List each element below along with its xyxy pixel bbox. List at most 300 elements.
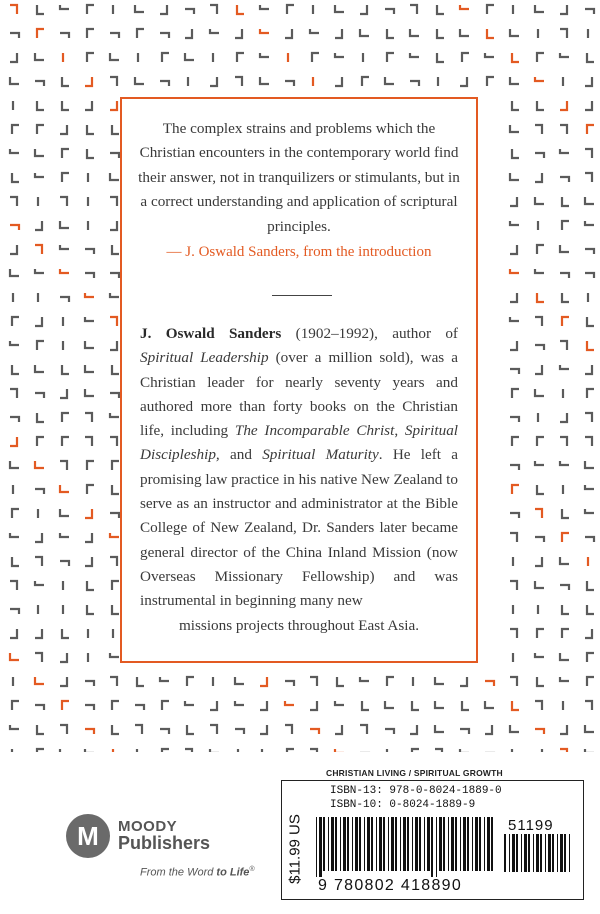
pattern-glyph xyxy=(160,81,169,86)
pattern-glyph xyxy=(562,629,569,638)
pattern-glyph xyxy=(10,149,19,153)
pattern-glyph xyxy=(60,389,67,398)
barcode-bar xyxy=(479,817,481,871)
pattern-glyph xyxy=(35,489,44,494)
pattern-glyph xyxy=(510,369,519,374)
barcode-bar xyxy=(475,817,478,871)
pattern-glyph xyxy=(360,29,369,36)
pattern-glyph xyxy=(62,413,69,422)
logo-letter: M xyxy=(77,821,99,851)
barcode-bar xyxy=(328,817,329,871)
pattern-glyph xyxy=(510,269,519,273)
barcode-bar xyxy=(504,834,506,872)
pattern-glyph xyxy=(587,653,594,662)
pattern-glyph xyxy=(37,29,44,38)
pattern-glyph xyxy=(185,701,194,705)
pattern-glyph xyxy=(510,581,517,590)
price-label xyxy=(284,801,306,897)
pattern-glyph xyxy=(360,677,369,681)
pattern-glyph xyxy=(287,5,294,14)
pattern-glyph xyxy=(237,53,244,62)
pattern-glyph xyxy=(235,677,244,684)
pattern-glyph xyxy=(562,293,569,302)
book-title: The Incomparable Christ xyxy=(234,422,395,440)
pattern-glyph xyxy=(535,653,544,657)
barcode-bar xyxy=(391,817,394,871)
barcode-bar xyxy=(403,817,406,871)
pattern-glyph xyxy=(310,677,317,686)
pattern-glyph xyxy=(60,33,69,38)
pattern-glyph xyxy=(385,9,394,14)
pattern-glyph xyxy=(110,33,119,38)
pattern-glyph xyxy=(10,609,19,614)
pattern-glyph xyxy=(537,245,544,254)
pattern-glyph xyxy=(37,341,44,350)
pattern-glyph xyxy=(512,389,519,398)
pattern-glyph xyxy=(35,221,42,230)
pattern-glyph xyxy=(487,5,494,14)
pattern-glyph xyxy=(512,149,519,158)
pattern-glyph xyxy=(60,245,69,249)
barcode-bar xyxy=(487,817,490,871)
text-panel xyxy=(120,97,478,663)
pattern-glyph xyxy=(485,701,494,708)
pattern-glyph xyxy=(510,125,519,132)
pattern-glyph xyxy=(535,269,544,273)
pattern-glyph xyxy=(587,605,594,614)
barcode-bar xyxy=(533,834,534,872)
pattern-glyph xyxy=(560,413,567,422)
barcode-number: 9 780802 418890 xyxy=(318,877,463,894)
divider xyxy=(272,295,332,296)
pattern-glyph xyxy=(585,437,592,446)
barcode-bar xyxy=(451,817,454,871)
barcode-bar xyxy=(548,834,551,872)
pattern-glyph xyxy=(312,53,319,62)
bio-text: (over a million sold), was a Christian leader for nearly seventy years and authored more than forty books on the Christian life, including xyxy=(140,349,458,440)
pattern-glyph xyxy=(135,725,142,734)
pattern-glyph xyxy=(62,365,69,374)
pattern-glyph xyxy=(562,533,569,542)
pattern-glyph xyxy=(562,317,569,326)
barcode-bar xyxy=(316,817,317,877)
pattern-glyph xyxy=(410,725,417,734)
pattern-glyph xyxy=(387,677,394,686)
pattern-glyph xyxy=(285,681,294,686)
barcode-bar xyxy=(388,817,389,871)
pattern-glyph xyxy=(85,317,94,321)
bio-text: . He left a promising law practice in his native New Zealand to serve as an instructor and administrator at the Bible College of New Zealand, Dr. Sanders later became general director of the China Inland Mission (now Overseas Missionary Fellowship) and was instrumental in beginning many new xyxy=(140,446,459,610)
pattern-glyph xyxy=(535,197,544,204)
pattern-glyph xyxy=(62,437,69,446)
pattern-glyph xyxy=(160,677,169,681)
pattern-glyph xyxy=(35,533,42,542)
barcode-bar xyxy=(439,817,442,871)
pattern-glyph xyxy=(135,77,144,84)
pattern-glyph xyxy=(585,537,594,542)
barcode-bar xyxy=(512,834,515,872)
pattern-glyph xyxy=(62,77,69,86)
pattern-glyph xyxy=(260,77,269,84)
barcode-bar xyxy=(319,817,322,877)
barcode-bar xyxy=(540,834,542,872)
pattern-glyph xyxy=(535,701,542,710)
pattern-glyph xyxy=(10,245,17,254)
pattern-glyph xyxy=(210,77,217,86)
pattern-glyph xyxy=(10,341,19,345)
pattern-glyph xyxy=(62,101,69,110)
pattern-glyph xyxy=(560,341,567,350)
pattern-glyph xyxy=(585,77,592,86)
pattern-glyph xyxy=(87,149,94,158)
pattern-glyph xyxy=(135,705,144,710)
pattern-glyph xyxy=(587,125,594,134)
barcode-bar xyxy=(552,834,554,872)
pattern-glyph xyxy=(510,533,517,542)
pattern-glyph xyxy=(560,53,569,57)
pattern-glyph xyxy=(37,5,44,14)
pattern-glyph xyxy=(87,5,94,14)
pattern-glyph xyxy=(585,173,592,182)
pattern-glyph xyxy=(10,33,19,38)
barcode-bar xyxy=(331,817,334,871)
pattern-glyph xyxy=(385,77,394,84)
pattern-glyph xyxy=(460,677,467,686)
pattern-glyph xyxy=(110,153,119,158)
pattern-glyph xyxy=(12,557,19,566)
pattern-glyph xyxy=(510,293,517,302)
pattern-glyph xyxy=(285,701,294,705)
pattern-glyph xyxy=(160,33,169,38)
pattern-glyph xyxy=(10,629,17,638)
pattern-glyph xyxy=(537,629,544,638)
pattern-glyph xyxy=(512,701,519,710)
barcode-bar xyxy=(528,834,530,872)
pattern-glyph xyxy=(560,461,569,465)
pattern-glyph xyxy=(137,677,144,686)
bio-text: , xyxy=(394,422,405,440)
pattern-glyph xyxy=(535,729,544,734)
pattern-glyph xyxy=(260,701,267,710)
pattern-glyph xyxy=(562,509,569,518)
pattern-glyph xyxy=(437,5,444,14)
pattern-glyph xyxy=(260,725,267,734)
pattern-glyph xyxy=(110,677,117,686)
isbn-13: ISBN-13: 978-0-8024-1889-0 xyxy=(330,785,502,797)
pattern-glyph xyxy=(537,485,544,494)
pattern-glyph xyxy=(60,197,67,206)
pattern-glyph xyxy=(35,461,44,468)
pattern-glyph xyxy=(112,605,119,614)
barcode-bar xyxy=(379,817,382,871)
pattern-glyph xyxy=(110,77,117,86)
barcode-bar xyxy=(448,817,449,871)
barcode-bar xyxy=(340,817,341,871)
barcode-bar xyxy=(545,834,546,872)
pattern-glyph xyxy=(85,437,92,446)
pattern-glyph xyxy=(585,249,594,254)
book-title: Spiritual Discipleship, xyxy=(140,422,459,464)
pattern-glyph xyxy=(10,437,17,446)
pattern-glyph xyxy=(237,5,244,14)
pattern-glyph xyxy=(362,77,369,86)
pattern-glyph xyxy=(235,29,242,38)
pattern-glyph xyxy=(560,125,567,134)
pattern-glyph xyxy=(110,273,119,278)
pattern-glyph xyxy=(260,5,269,9)
pattern-glyph xyxy=(85,729,94,734)
pattern-glyph xyxy=(162,53,169,62)
pattern-glyph xyxy=(60,125,67,134)
pattern-glyph xyxy=(335,29,342,38)
pattern-glyph xyxy=(60,653,67,662)
pattern-glyph xyxy=(310,701,317,710)
publisher-name-bottom: Publishers xyxy=(118,833,211,853)
pattern-glyph xyxy=(10,725,19,729)
pattern-glyph xyxy=(562,605,569,614)
pattern-glyph xyxy=(260,29,269,33)
pattern-glyph xyxy=(560,245,569,252)
pattern-glyph xyxy=(535,365,542,374)
pattern-glyph xyxy=(10,197,17,206)
pattern-glyph xyxy=(510,513,519,518)
pattern-glyph xyxy=(560,653,569,660)
pattern-glyph xyxy=(537,53,544,62)
barcode-bar xyxy=(536,834,539,872)
pattern-glyph xyxy=(85,681,94,686)
pattern-glyph xyxy=(510,173,519,180)
pattern-glyph xyxy=(410,81,419,86)
price-text: $11.99 US xyxy=(286,814,304,884)
pattern-glyph xyxy=(560,29,567,38)
pattern-glyph xyxy=(87,605,94,614)
barcode-bar xyxy=(443,817,445,871)
barcode-bar xyxy=(472,817,473,871)
pattern-glyph xyxy=(360,725,367,734)
pattern-glyph xyxy=(112,461,119,470)
pattern-glyph xyxy=(510,221,519,225)
pattern-glyph xyxy=(560,725,567,734)
barcode-addon xyxy=(504,834,574,878)
pattern-glyph xyxy=(310,729,319,734)
barcode-bar xyxy=(352,817,353,871)
pattern-glyph xyxy=(12,365,19,374)
pattern-glyph xyxy=(435,701,444,708)
trademark-symbol: ® xyxy=(249,866,255,873)
pattern-glyph xyxy=(335,53,344,57)
pattern-glyph xyxy=(285,29,292,38)
pattern-glyph xyxy=(110,341,117,350)
pattern-glyph xyxy=(62,149,69,158)
pattern-glyph xyxy=(35,53,44,60)
pattern-glyph xyxy=(62,629,69,638)
pattern-glyph xyxy=(37,413,44,422)
pattern-glyph xyxy=(585,9,594,14)
pattern-glyph xyxy=(187,725,194,734)
pattern-glyph xyxy=(35,81,44,86)
pattern-glyph xyxy=(585,365,592,374)
pattern-glyph xyxy=(110,317,117,326)
pattern-glyph xyxy=(560,365,569,369)
pattern-glyph xyxy=(85,509,92,518)
pattern-glyph xyxy=(512,437,519,446)
pattern-glyph xyxy=(410,5,417,14)
pattern-glyph xyxy=(335,701,344,705)
barcode-bar xyxy=(560,834,563,872)
barcode-bar xyxy=(564,834,566,872)
pattern-glyph xyxy=(537,101,544,110)
pattern-glyph xyxy=(535,557,542,566)
pattern-glyph xyxy=(587,53,594,62)
pattern-glyph xyxy=(110,173,119,180)
book-title: Spiritual Maturity xyxy=(262,446,379,464)
pattern-glyph xyxy=(110,221,117,230)
pattern-glyph xyxy=(112,245,119,254)
barcode-bar xyxy=(491,817,493,871)
pattern-glyph xyxy=(462,701,469,710)
moody-logo-icon xyxy=(66,814,110,858)
pattern-glyph xyxy=(587,389,594,398)
pattern-glyph xyxy=(587,581,594,590)
pattern-glyph xyxy=(360,5,367,14)
pattern-glyph xyxy=(460,5,469,9)
pattern-glyph xyxy=(60,677,67,686)
pattern-glyph xyxy=(10,53,17,62)
pattern-glyph xyxy=(435,677,444,684)
pattern-glyph xyxy=(585,725,594,732)
pattern-glyph xyxy=(560,5,567,14)
pattern-glyph xyxy=(535,509,542,518)
pattern-glyph xyxy=(510,725,519,732)
bio-text: (1902–1992), author of xyxy=(281,325,458,342)
pattern-glyph xyxy=(12,317,19,326)
pattern-glyph xyxy=(510,29,519,36)
pattern-glyph xyxy=(35,245,42,254)
pattern-glyph xyxy=(385,729,394,734)
pattern-glyph xyxy=(587,341,594,350)
pattern-glyph xyxy=(35,677,44,684)
pattern-glyph xyxy=(485,681,494,686)
pattern-glyph xyxy=(535,173,542,182)
barcode-bar xyxy=(424,817,425,871)
pattern-glyph xyxy=(85,705,94,710)
pattern-glyph xyxy=(535,125,542,134)
barcode-bar xyxy=(455,817,457,871)
pattern-glyph xyxy=(112,701,119,710)
pattern-glyph xyxy=(535,389,544,396)
barcode-bar xyxy=(569,834,570,872)
pattern-glyph xyxy=(37,437,44,446)
pattern-glyph xyxy=(535,461,544,465)
pattern-glyph xyxy=(535,537,544,542)
pattern-glyph xyxy=(310,29,319,33)
barcode-bar xyxy=(521,834,522,872)
pattern-glyph xyxy=(462,53,469,62)
bio-text-last-line: missions projects throughout East Asia. xyxy=(178,616,420,634)
barcode-bar xyxy=(484,817,485,871)
pattern-glyph xyxy=(85,77,92,86)
pattern-glyph xyxy=(235,729,244,734)
quote-attribution: — J. Oswald Sanders, from the introduction xyxy=(166,244,432,260)
pattern-glyph xyxy=(10,5,17,14)
pattern-glyph xyxy=(10,389,17,398)
pattern-glyph xyxy=(85,341,94,348)
pattern-glyph xyxy=(35,173,44,177)
pattern-glyph xyxy=(512,485,519,494)
pattern-glyph xyxy=(37,101,44,110)
pattern-glyph xyxy=(410,53,419,57)
pattern-glyph xyxy=(10,461,19,468)
pattern-glyph xyxy=(485,53,494,57)
pattern-glyph xyxy=(585,273,594,278)
pattern-glyph xyxy=(437,29,444,38)
pattern-glyph xyxy=(135,5,144,12)
pattern-glyph xyxy=(87,461,94,470)
barcode-bar xyxy=(557,834,558,872)
pattern-glyph xyxy=(110,293,119,297)
barcode-bar xyxy=(367,817,370,871)
pattern-glyph xyxy=(10,533,19,537)
pattern-glyph xyxy=(235,701,244,705)
author-bio xyxy=(140,322,458,638)
pattern-glyph xyxy=(110,557,117,566)
barcode-bar xyxy=(460,817,461,871)
pattern-glyph xyxy=(560,585,569,590)
pattern-glyph xyxy=(12,509,19,518)
pattern-glyph xyxy=(87,581,94,590)
bio-text: and xyxy=(219,446,263,464)
barcode-bar xyxy=(524,834,527,872)
barcode-bar xyxy=(427,817,430,871)
pattern-glyph xyxy=(335,77,342,86)
pattern-glyph xyxy=(537,293,544,302)
pattern-glyph xyxy=(535,153,544,158)
pattern-glyph xyxy=(60,533,69,537)
barcode-bar xyxy=(463,817,466,871)
pattern-glyph xyxy=(435,725,444,732)
pattern-glyph xyxy=(460,29,469,36)
pattern-glyph xyxy=(510,465,519,470)
pattern-glyph xyxy=(87,53,94,62)
pattern-glyph xyxy=(510,629,517,638)
pattern-glyph xyxy=(510,245,517,254)
pattern-glyph xyxy=(60,485,69,492)
pattern-glyph xyxy=(512,53,519,62)
tagline-text: From the Word xyxy=(140,866,217,879)
pattern-glyph xyxy=(85,101,92,110)
pattern-glyph xyxy=(562,221,569,230)
pattern-glyph xyxy=(60,221,69,228)
pattern-glyph xyxy=(585,101,592,110)
pattern-glyph xyxy=(35,653,42,662)
pattern-glyph xyxy=(87,125,94,134)
book-category: CHRISTIAN LIVING / SPIRITUAL GROWTH xyxy=(326,768,503,778)
book-title: Spiritual Leadership xyxy=(140,349,269,367)
pattern-glyph xyxy=(60,269,69,273)
pattern-glyph xyxy=(60,561,69,566)
pattern-glyph xyxy=(110,437,117,446)
pattern-glyph xyxy=(335,5,344,12)
pattern-glyph xyxy=(210,725,217,734)
pattern-glyph xyxy=(535,581,544,588)
pattern-glyph xyxy=(560,677,569,681)
pattern-glyph xyxy=(210,701,217,710)
barcode-bar xyxy=(371,817,373,871)
barcode-bar xyxy=(467,817,469,871)
pattern-glyph xyxy=(487,29,494,38)
barcode-bar xyxy=(407,817,409,871)
pattern-glyph xyxy=(510,417,519,422)
